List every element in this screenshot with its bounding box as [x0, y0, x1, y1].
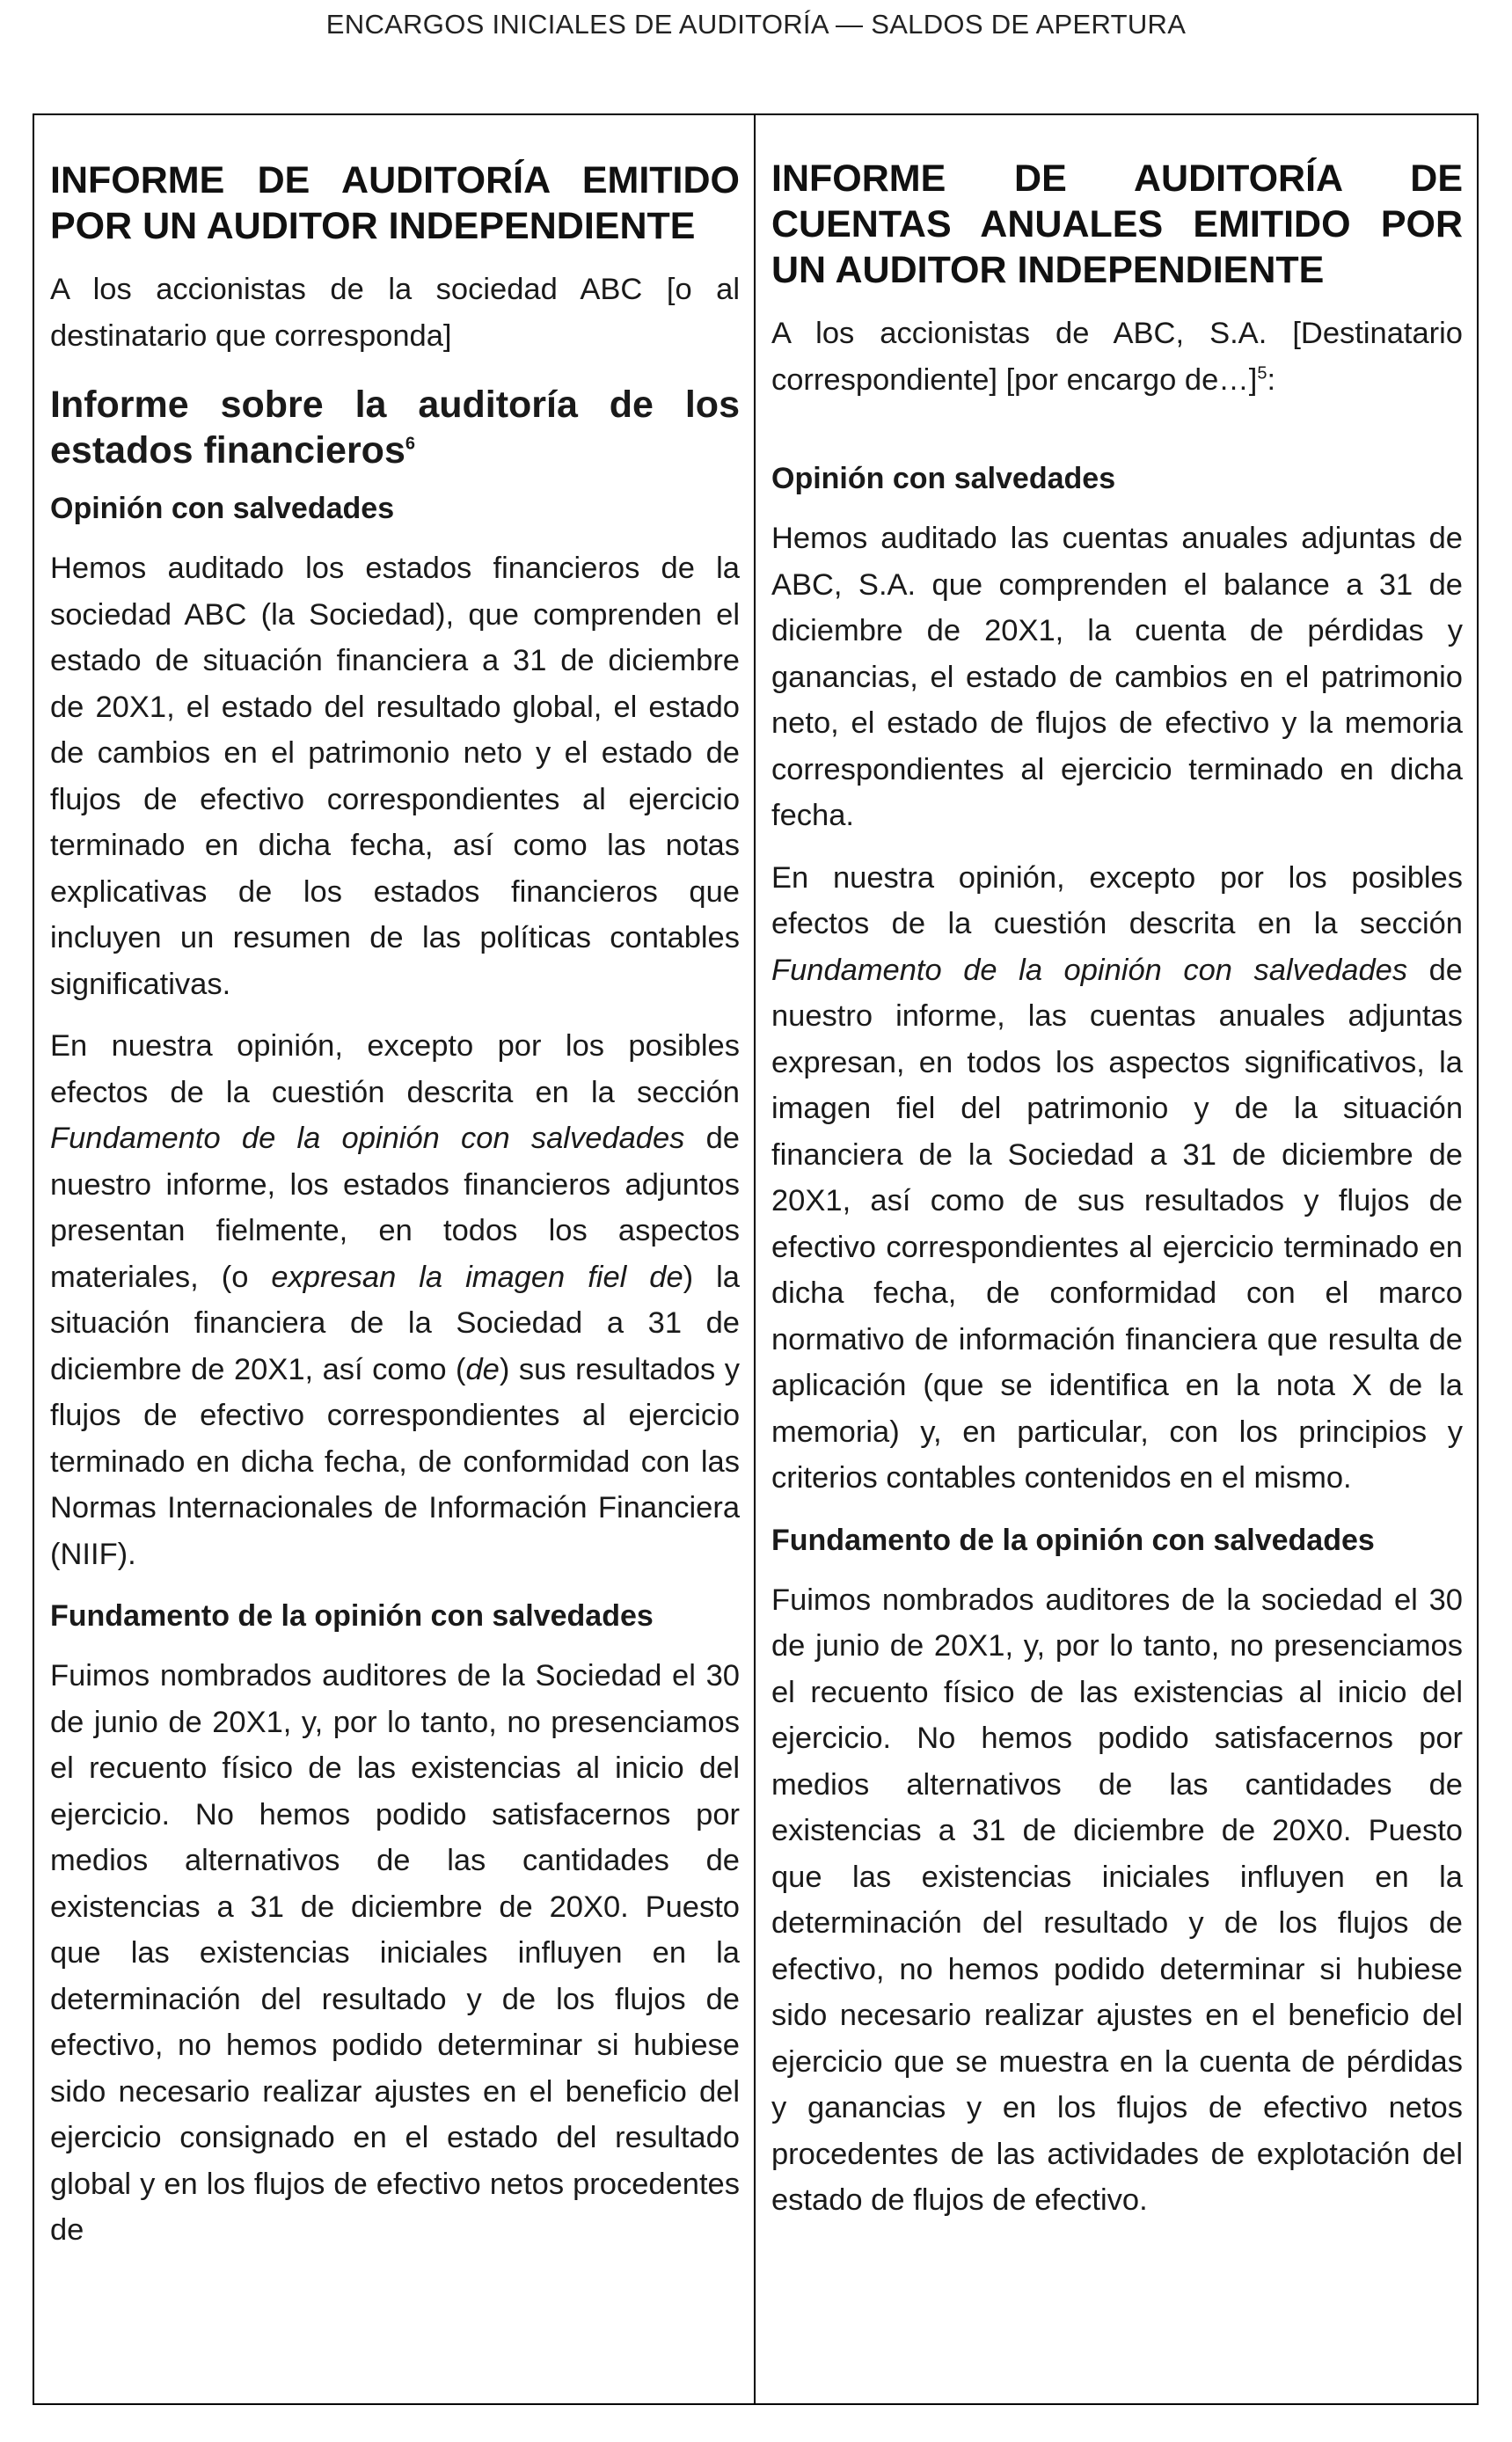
left-p2-text-4: ) sus resultados y flujos de efectivo correspondientes al ejercicio terminado en dicha fecha, de conformidad con las Normas Internacionales de Información Financiera (NIIF).	[50, 1352, 740, 1571]
page-header: ENCARGOS INICIALES DE AUDITORÍA — SALDOS DE APERTURA	[325, 9, 1187, 40]
right-opinion-paragraph-2	[771, 855, 1463, 1502]
right-report-title: INFORME DE AUDITORÍA DE CUENTAS ANUALES EMITIDO POR UN AUDITOR INDEPENDIENTE	[771, 157, 1463, 291]
left-p2-text-3: ) la situación financiera de la Sociedad a 31 de diciembre de 20X1, así como (	[50, 1260, 740, 1386]
right-addressee	[771, 311, 1463, 403]
left-p2-italic-de: de	[465, 1352, 500, 1386]
right-opinion-paragraph-1: Hemos auditado las cuentas anuales adjuntas de ABC, S.A. que comprenden el balance a 31 de diciembre de 20X1, la cuenta de pérdidas y ganancias, el estado de cambios en el patrimonio neto, el estado de flujos de efectivo y la memoria correspondientes al ejercicio terminado en dicha fecha.	[771, 522, 1463, 832]
left-p2-text-2: de nuestro informe, los estados financieros adjuntos presentan fielmente, en todos los aspectos materiales, (o	[50, 1122, 740, 1294]
left-opinion-paragraph-2	[50, 1023, 740, 1577]
right-basis-heading: Fundamento de la opinión con salvedades	[771, 1523, 1375, 1557]
right-opinion-heading: Opinión con salvedades	[771, 462, 1116, 495]
left-opinion-heading: Opinión con salvedades	[50, 492, 395, 525]
right-addressee-text: A los accionistas de ABC, S.A. [Destinatario correspondiente] [por encargo de…]	[771, 317, 1463, 397]
left-p2-italic-section-ref: Fundamento de la opinión con salvedades	[50, 1122, 685, 1155]
left-report-title: INFORME DE AUDITORÍA EMITIDO POR UN AUDITOR INDEPENDIENTE	[50, 159, 740, 247]
right-p2-text-1: En nuestra opinión, excepto por los posibles efectos de la cuestión descrita en la sección	[771, 860, 1463, 940]
right-column-local-report	[756, 115, 1477, 2403]
right-p2-italic-section-ref: Fundamento de la opinión con salvedades	[771, 953, 1408, 987]
left-p2-italic-alt-wording: expresan la imagen fiel de	[271, 1260, 683, 1294]
left-report-heading-text: Informe sobre la auditoría de los estados financieros	[50, 384, 740, 472]
right-footnote-ref: 5	[1257, 363, 1267, 383]
left-report-heading	[50, 382, 740, 473]
comparison-table	[33, 113, 1479, 2405]
left-basis-heading: Fundamento de la opinión con salvedades	[50, 1599, 654, 1633]
left-addressee: A los accionistas de la sociedad ABC [o al destinatario que corresponda]	[50, 273, 740, 353]
left-footnote-ref: 6	[405, 434, 415, 454]
left-p2-text-1: En nuestra opinión, excepto por los posibles efectos de la cuestión descrita en la sección	[50, 1029, 740, 1109]
right-basis-paragraph: Fuimos nombrados auditores de la sociedad el 30 de junio de 20X1, y, por lo tanto, no presenciamos el recuento físico de las existencias al inicio del ejercicio. No hemos podido satisfacernos por medios alternativos de las cantidades de existencias a 31 de diciembre de 20X0. Puesto que las existencias iniciales influyen en la determinación del resultado y de los flujos de efectivo, no hemos podido determinar si hubiese sido necesario realizar ajustes en el beneficio del ejercicio que se muestra en la cuenta de pérdidas y ganancias y en los flujos de efectivo netos procedentes de las actividades de explotación del estado de flujos de efectivo.	[771, 1583, 1463, 2217]
right-p2-text-2: de nuestro informe, las cuentas anuales adjuntas expresan, en todos los aspectos significativos, la imagen fiel del patrimonio y de la situación financiera de la Sociedad a 31 de diciembre de 20X1, así como de sus resultados y flujos de efectivo correspondientes al ejercicio terminado en dicha fecha, de conformidad con el marco normativo de información financiera que resulta de aplicación (que se identifica en la nota X de la memoria) y, en particular, con los principios y criterios contables contenidos en el mismo.	[771, 953, 1463, 1495]
left-opinion-paragraph-1: Hemos auditado los estados financieros de la sociedad ABC (la Sociedad), que comprenden el estado de situación financiera a 31 de diciembre de 20X1, el estado del resultado global, el estado de cambios en el patrimonio neto y el estado de flujos de efectivo correspondientes al ejercicio terminado en dicha fecha, así como las notas explicativas de los estados financieros que incluyen un resumen de las políticas contables significativas.	[50, 552, 740, 1001]
left-column-niif-report	[34, 115, 756, 2403]
right-addressee-colon: :	[1267, 362, 1276, 397]
left-basis-paragraph: Fuimos nombrados auditores de la Sociedad el 30 de junio de 20X1, y, por lo tanto, no presenciamos el recuento físico de las existencias al inicio del ejercicio. No hemos podido satisfacernos por medios alternativos de las cantidades de existencias a 31 de diciembre de 20X0. Puesto que las existencias iniciales influyen en la determinación del resultado y de los flujos de efectivo, no hemos podido determinar si hubiese sido necesario realizar ajustes en el beneficio del ejercicio consignado en el estado del resultado global y en los flujos de efectivo netos procedentes de	[50, 1659, 740, 2247]
